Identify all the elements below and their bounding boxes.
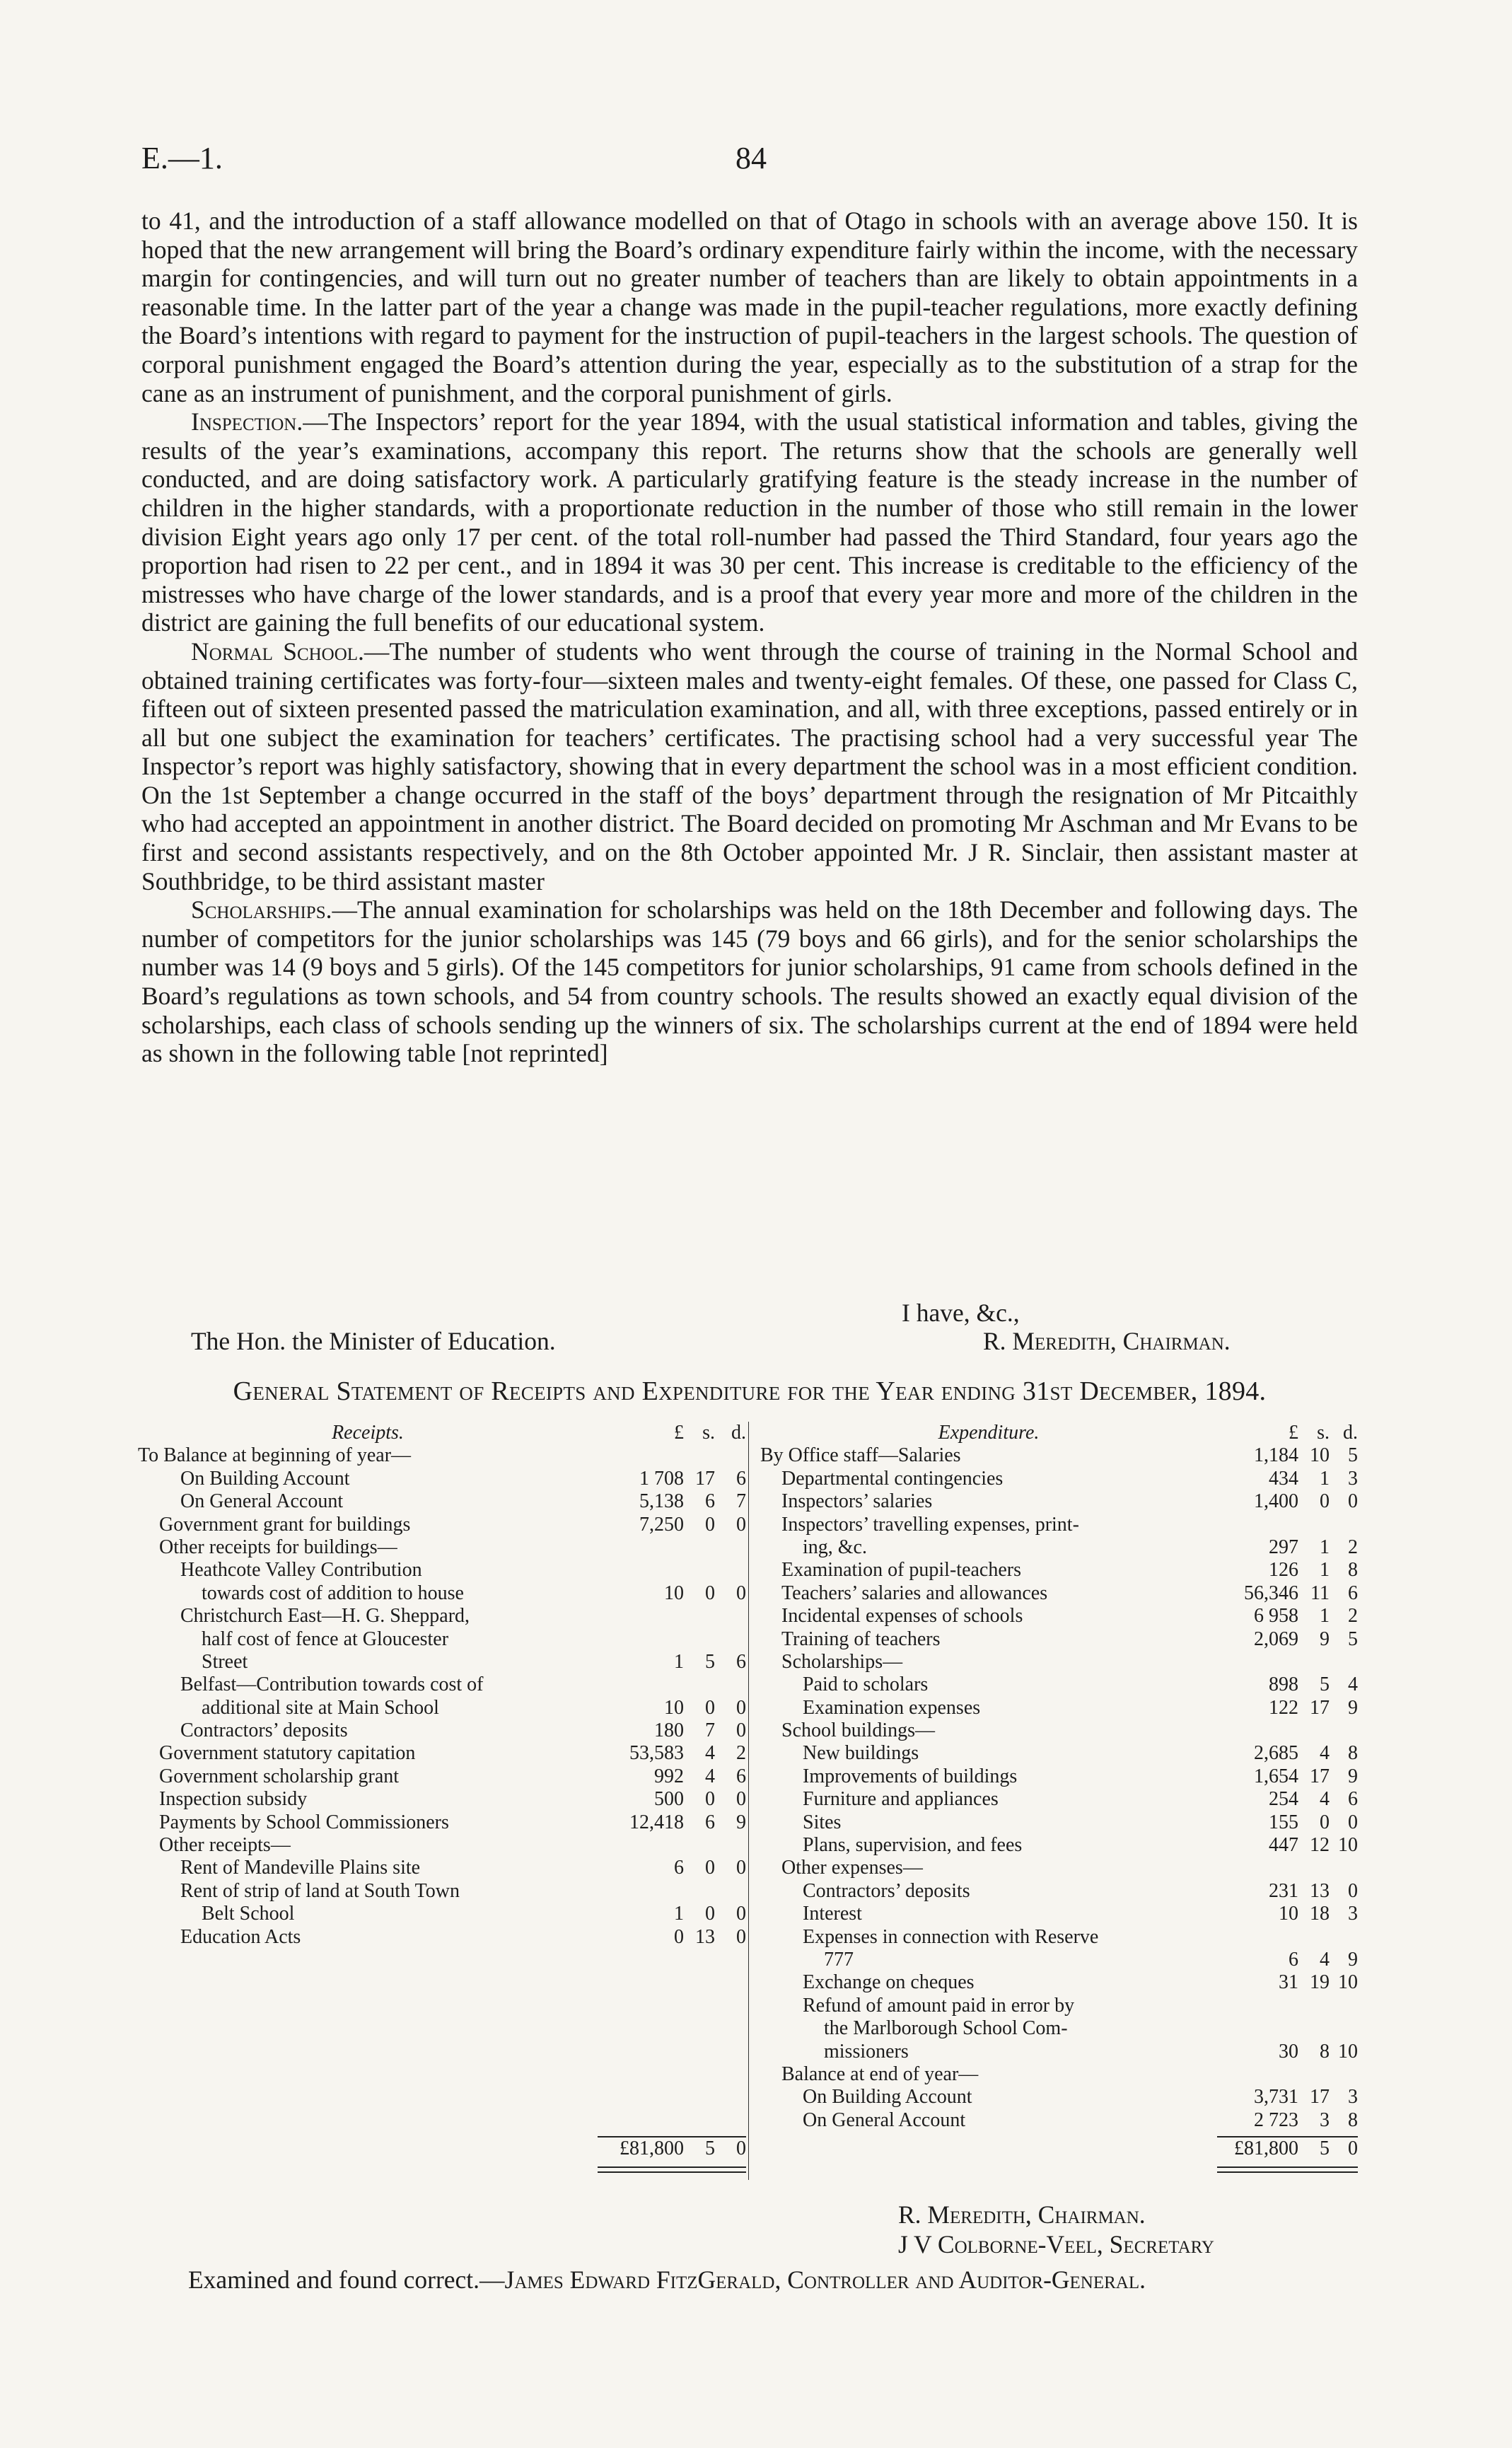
receipt-row <box>138 1514 746 1536</box>
auditor-signature: James Edward FitzGerald, Controller and Auditor-General. <box>504 2266 1146 2294</box>
expenditure-row <box>760 2063 1358 2086</box>
normal-school-heading: Normal School. <box>191 637 364 666</box>
addressee: The Hon. the Minister of Education. <box>191 1327 556 1355</box>
expenditure-rows <box>760 1444 1358 2132</box>
expenditure-pounds: 898 <box>1269 1673 1298 1696</box>
receipt-row <box>138 1788 746 1811</box>
receipt-shillings: 0 <box>705 1903 715 1925</box>
receipt-pence: 0 <box>736 1719 746 1742</box>
receipt-description: Government grant for buildings <box>159 1513 411 1536</box>
expenditure-row <box>760 1490 1358 1513</box>
expenditure-pounds: 1,400 <box>1254 1490 1298 1513</box>
expenditure-shillings: 11 <box>1310 1582 1330 1604</box>
expenditure-shillings: 4 <box>1320 1948 1330 1971</box>
expenditure-pence: 2 <box>1348 1536 1358 1558</box>
receipt-row <box>138 1582 746 1605</box>
receipt-pence: 0 <box>736 1696 746 1719</box>
expenditure-pence: 9 <box>1348 1765 1358 1787</box>
expenditure-pence: 5 <box>1348 1628 1358 1650</box>
expenditure-description: Inspectors’ travelling expenses, print- <box>781 1513 1079 1536</box>
expenditure-shillings: 8 <box>1320 2040 1330 2063</box>
expenditure-row <box>760 1995 1358 2017</box>
expenditure-row <box>760 1536 1358 1559</box>
receipts-rows <box>138 1444 746 2132</box>
expenditure-row <box>760 2017 1358 2040</box>
expenditure-heading: Expenditure. <box>938 1422 1040 1444</box>
receipt-row <box>138 1559 746 1582</box>
expenditure-row <box>760 1903 1358 1925</box>
expenditure-row <box>760 1559 1358 1582</box>
expenditure-description: 777 <box>824 1948 854 1971</box>
receipt-description: Payments by School Commissioners <box>159 1811 449 1833</box>
expenditure-description: Other expenses— <box>781 1857 923 1879</box>
expenditure-pounds: 155 <box>1269 1811 1298 1833</box>
receipts-total-row <box>138 2136 746 2159</box>
expenditure-pounds: 122 <box>1269 1696 1298 1719</box>
receipt-row <box>138 1903 746 1925</box>
receipts-header-row <box>138 1422 746 1444</box>
receipt-shillings: 0 <box>705 1857 715 1879</box>
expenditure-description: Teachers’ salaries and allowances <box>781 1582 1048 1604</box>
expenditure-shillings: 17 <box>1310 2086 1330 2108</box>
expenditure-header-row <box>760 1422 1358 1444</box>
normal-school-paragraph <box>141 637 1358 895</box>
receipt-shillings: 7 <box>705 1719 715 1742</box>
receipt-row <box>138 1628 746 1651</box>
auditor-line <box>188 2265 1146 2295</box>
expenditure-pounds: 56,346 <box>1244 1582 1298 1604</box>
expenditure-shillings: 9 <box>1320 1628 1330 1650</box>
page-reference: E.—1. <box>141 141 223 175</box>
receipt-pounds: 53,583 <box>629 1742 684 1765</box>
receipt-pence: 0 <box>736 1788 746 1811</box>
secretary-signature: J V Colborne-Veel, Secretary <box>898 2230 1214 2258</box>
expenditure-total-row <box>760 2136 1358 2159</box>
expenditure-description: missioners <box>824 2040 909 2063</box>
receipt-description: To Balance at beginning of year— <box>138 1444 412 1467</box>
receipt-pounds: 5,138 <box>639 1490 684 1513</box>
expenditure-pence: 10 <box>1338 2040 1358 2063</box>
expenditure-description: Examination expenses <box>803 1696 981 1719</box>
receipt-description: Education Acts <box>180 1925 301 1948</box>
expenditure-row <box>760 1971 1358 1994</box>
receipts-total-pounds: £81,800 <box>620 2137 684 2160</box>
expenditure-pounds: 30 <box>1279 2040 1298 2063</box>
receipt-description: additional site at Main School <box>202 1696 439 1719</box>
expenditure-description: Sites <box>803 1811 842 1833</box>
expenditure-pence: 0 <box>1348 1879 1358 1902</box>
expenditure-description: Interest <box>803 1903 862 1925</box>
expenditure-row <box>760 1765 1358 1788</box>
expenditure-description: New buildings <box>803 1742 919 1765</box>
expenditure-double-rule <box>1217 2166 1358 2173</box>
receipt-pounds: 500 <box>654 1788 684 1811</box>
expenditure-shillings: 19 <box>1310 1971 1330 1994</box>
receipt-row <box>138 1857 746 1879</box>
receipt-row <box>138 1536 746 1559</box>
pence-header: d. <box>1343 1422 1358 1444</box>
receipt-shillings: 6 <box>705 1811 715 1833</box>
expenditure-pounds: 6 <box>1289 1948 1298 1971</box>
expenditure-pence: 9 <box>1348 1948 1358 1971</box>
expenditure-description: On Building Account <box>803 2086 972 2108</box>
expenditure-row <box>760 1628 1358 1651</box>
expenditure-shillings: 1 <box>1320 1559 1330 1582</box>
receipt-pence: 0 <box>736 1903 746 1925</box>
expenditure-row <box>760 1926 1358 1949</box>
scholarships-paragraph <box>141 895 1358 1068</box>
expenditure-row <box>760 1514 1358 1536</box>
receipt-description: Rent of strip of land at South Town <box>180 1879 460 1902</box>
expenditure-pounds: 6 958 <box>1254 1605 1298 1628</box>
receipt-description: towards cost of addition to house <box>202 1582 464 1604</box>
examined-prefix: Examined and found correct.— <box>188 2266 505 2294</box>
expenditure-shillings: 5 <box>1320 1673 1330 1696</box>
expenditure-shillings: 17 <box>1310 1696 1330 1719</box>
receipt-description: Belt School <box>202 1903 295 1925</box>
receipt-pounds: 12,418 <box>629 1811 684 1833</box>
expenditure-pounds: 31 <box>1279 1971 1298 1994</box>
receipt-shillings: 0 <box>705 1696 715 1719</box>
receipt-pounds: 7,250 <box>639 1513 684 1536</box>
receipt-row <box>138 1765 746 1788</box>
expenditure-row <box>760 1673 1358 1696</box>
receipt-description: Contractors’ deposits <box>180 1719 348 1742</box>
receipt-row <box>138 1697 746 1719</box>
pounds-header: £ <box>674 1422 684 1444</box>
expenditure-description: Plans, supervision, and fees <box>803 1834 1023 1857</box>
expenditure-pence: 8 <box>1348 1742 1358 1765</box>
expenditure-row <box>760 1788 1358 1811</box>
receipt-shillings: 6 <box>705 1490 715 1513</box>
expenditure-description: ing, &c. <box>803 1536 867 1558</box>
receipt-row <box>138 1834 746 1857</box>
expenditure-description: Scholarships— <box>781 1650 903 1673</box>
expenditure-column <box>760 1422 1358 2159</box>
receipt-shillings: 5 <box>705 1650 715 1673</box>
expenditure-row <box>760 1742 1358 1765</box>
expenditure-row <box>760 2109 1358 2132</box>
expenditure-total-pounds: £81,800 <box>1234 2137 1298 2160</box>
receipt-pounds: 0 <box>674 1925 684 1948</box>
expenditure-shillings: 12 <box>1310 1834 1330 1857</box>
expenditure-row <box>760 1834 1358 1857</box>
expenditure-description: Furniture and appliances <box>803 1788 999 1811</box>
receipt-pounds: 1 <box>674 1650 684 1673</box>
expenditure-description: Expenses in connection with Reserve <box>803 1925 1099 1948</box>
receipt-description: On Building Account <box>180 1467 350 1490</box>
expenditure-pence: 10 <box>1338 1834 1358 1857</box>
expenditure-pence: 6 <box>1348 1788 1358 1811</box>
receipt-pence: 0 <box>736 1925 746 1948</box>
receipts-double-rule <box>598 2166 746 2173</box>
expenditure-pence: 0 <box>1348 1490 1358 1513</box>
receipt-pence: 9 <box>736 1811 746 1833</box>
receipts-column <box>138 1422 746 2159</box>
expenditure-pence: 6 <box>1348 1582 1358 1604</box>
expenditure-pence: 3 <box>1348 1467 1358 1490</box>
expenditure-row <box>760 1949 1358 1971</box>
expenditure-pence: 10 <box>1338 1971 1358 1994</box>
opening-paragraph: to 41, and the introduction of a staff allowance modelled on that of Otago in schools with an average above 150. It is hoped that the new arrangement will bring the Board’s ordinary expenditure fairly within the income, with the necessary margin for contingencies, and will turn out no greater number of teachers than are likely to obtain appointments in a reasonable time. In the latter part of the year a change was made in the pupil-teacher regulations, more exactly defining the Board’s intentions with regard to payment for the instruction of pupil-teachers in the largest schools. The question of corporal punishment engaged the Board’s attention during the year, especially as to the substitution of a strap for the cane as an instrument of punishment, and the corporal punishment of girls. <box>141 207 1358 407</box>
expenditure-row <box>760 2086 1358 2108</box>
receipt-row <box>138 1468 746 1490</box>
receipt-shillings: 13 <box>695 1925 715 1948</box>
expenditure-pounds: 2,685 <box>1254 1742 1298 1765</box>
pence-header: d. <box>731 1422 746 1444</box>
page-number: 84 <box>735 141 767 175</box>
receipt-row <box>138 1719 746 1742</box>
expenditure-shillings: 17 <box>1310 1765 1330 1787</box>
normal-school-text: —The number of students who went through the course of training in the Normal School and obtained training certificates was forty-four—sixteen males and twenty-eight females. Of these, one passed for Class C, fifteen out of sixteen presented passed the matriculation examination, and all, with three exceptions, passed entirely or in all but one subject the examination for teachers’ certificates. The practising school had a very successful year The Inspector’s report was highly satisfactory, showing that in every department the school was in a most efficient condition. On the 1st September a change occurred in the staff of the boys’ department through the resignation of Mr Pitcaithly who had accepted an appointment in another district. The Board decided on promoting Mr Aschman and Mr Evans to be first and second assistants respectively, and on the 8th October appointed Mr. J R. Sinclair, then assistant master at Southbridge, to be third assistant master <box>141 637 1358 895</box>
expenditure-row <box>760 2041 1358 2063</box>
receipt-row <box>138 1742 746 1765</box>
receipt-shillings: 0 <box>705 1513 715 1536</box>
expenditure-pounds: 1,184 <box>1254 1444 1298 1467</box>
receipt-pounds: 1 708 <box>639 1467 684 1490</box>
expenditure-description: Contractors’ deposits <box>803 1879 970 1902</box>
receipt-description: Heathcote Valley Contribution <box>180 1559 422 1582</box>
receipt-description: half cost of fence at Gloucester <box>202 1628 449 1650</box>
expenditure-description: Balance at end of year— <box>781 2063 979 2085</box>
expenditure-pounds: 231 <box>1269 1879 1298 1902</box>
receipt-pence: 2 <box>736 1742 746 1765</box>
shillings-header: s. <box>702 1422 715 1444</box>
receipt-row <box>138 1490 746 1513</box>
receipt-pence: 0 <box>736 1857 746 1879</box>
expenditure-pounds: 3,731 <box>1254 2086 1298 2108</box>
statement-title: General Statement of Receipts and Expenditure for the Year ending 31st December, 1894. <box>233 1376 1267 1406</box>
expenditure-total-pence: 0 <box>1348 2137 1358 2160</box>
receipt-description: Other receipts— <box>159 1834 291 1857</box>
expenditure-shillings: 4 <box>1320 1788 1330 1811</box>
report-body <box>141 207 1358 1068</box>
receipt-pence: 0 <box>736 1513 746 1536</box>
expenditure-pounds: 10 <box>1279 1903 1298 1925</box>
expenditure-pounds: 1,654 <box>1254 1765 1298 1787</box>
receipt-row <box>138 1811 746 1834</box>
receipt-description: Government scholarship grant <box>159 1765 400 1787</box>
receipt-pounds: 180 <box>654 1719 684 1742</box>
expenditure-shillings: 0 <box>1320 1490 1330 1513</box>
expenditure-description: Paid to scholars <box>803 1673 929 1696</box>
closing-line: I have, &c., <box>902 1299 1020 1327</box>
expenditure-row <box>760 1719 1358 1742</box>
expenditure-row <box>760 1605 1358 1628</box>
inspection-text: —The Inspectors’ report for the year 1894, with the usual statistical information and tables, giving the results of the year’s examinations, accompany this report. The returns show that the schools are generally well conducted, and are doing satisfactory work. A particularly gratifying feature is the steady increase in the number of children in the higher standards, with a proportionate reduction in the number of those who still remain in the lower division Eight years ago only 17 per cent. of the total roll-number had passed the Third Standard, four years ago the proportion had risen to 22 per cent., and in 1894 it was 30 per cent. This increase is creditable to the efficiency of the mistresses who have charge of the lower standards, and is a proof that every year more and more of the children in the district are gaining the full benefits of our educational system. <box>141 407 1358 637</box>
receipts-total-shillings: 5 <box>705 2137 715 2160</box>
expenditure-pounds: 254 <box>1269 1788 1298 1811</box>
expenditure-description: Examination of pupil-teachers <box>781 1559 1021 1582</box>
expenditure-row <box>760 1857 1358 1879</box>
expenditure-row <box>760 1582 1358 1605</box>
expenditure-description: Incidental expenses of schools <box>781 1605 1023 1628</box>
expenditure-pence: 9 <box>1348 1696 1358 1719</box>
expenditure-description: Exchange on cheques <box>803 1971 975 1994</box>
expenditure-description: the Marlborough School Com- <box>824 2017 1068 2040</box>
scholarships-heading: Scholarships. <box>191 895 332 924</box>
receipt-row <box>138 1880 746 1903</box>
expenditure-description: On General Account <box>803 2108 966 2131</box>
receipt-pence: 7 <box>736 1490 746 1513</box>
expenditure-description: Improvements of buildings <box>803 1765 1018 1787</box>
expenditure-pounds: 2,069 <box>1254 1628 1298 1650</box>
column-divider <box>748 1422 749 2180</box>
expenditure-pence: 3 <box>1348 2086 1358 2108</box>
inspection-heading: Inspection. <box>191 407 303 436</box>
signer: R. Meredith, Chairman. <box>983 1327 1231 1355</box>
expenditure-pounds: 447 <box>1269 1834 1298 1857</box>
receipt-shillings: 0 <box>705 1788 715 1811</box>
expenditure-pence: 8 <box>1348 1559 1358 1582</box>
receipt-pounds: 10 <box>664 1696 684 1719</box>
receipt-pounds: 1 <box>674 1903 684 1925</box>
expenditure-row <box>760 1468 1358 1490</box>
expenditure-description: By Office staff—Salaries <box>760 1444 961 1467</box>
expenditure-shillings: 1 <box>1320 1536 1330 1558</box>
expenditure-row <box>760 1697 1358 1719</box>
receipt-row <box>138 1605 746 1628</box>
expenditure-description: Refund of amount paid in error by <box>803 1994 1075 2017</box>
receipt-row <box>138 1444 746 1467</box>
expenditure-shillings: 10 <box>1310 1444 1330 1467</box>
expenditure-description: Inspectors’ salaries <box>781 1490 933 1513</box>
expenditure-pence: 4 <box>1348 1673 1358 1696</box>
inspection-paragraph <box>141 407 1358 637</box>
expenditure-description: School buildings— <box>781 1719 936 1742</box>
expenditure-pence: 2 <box>1348 1605 1358 1628</box>
scholarships-text: —The annual examination for scholarships was held on the 18th December and following days. The number of competitors for the junior scholarships was 145 (79 boys and 66 girls), and for the senior scholarships the number was 14 (9 boys and 5 girls). Of the 145 competitors for junior scholarships, 91 came from schools defined in the Board’s regulations as town schools, and 54 from country schools. The results showed an exactly equal division of the scholarships, each class of schools sending up the winners of six. The scholarships current at the end of 1894 were held as shown in the following table [not reprinted] <box>141 895 1358 1068</box>
receipt-description: Government statutory capitation <box>159 1742 416 1765</box>
receipt-description: On General Account <box>180 1490 344 1513</box>
expenditure-shillings: 1 <box>1320 1467 1330 1490</box>
receipts-heading: Receipts. <box>332 1422 404 1444</box>
receipt-description: Rent of Mandeville Plains site <box>180 1857 421 1879</box>
expenditure-description: Training of teachers <box>781 1628 941 1650</box>
expenditure-row <box>760 1880 1358 1903</box>
receipt-shillings: 4 <box>705 1742 715 1765</box>
receipt-row <box>138 1651 746 1673</box>
receipt-pence: 6 <box>736 1765 746 1787</box>
expenditure-shillings: 3 <box>1320 2108 1330 2131</box>
expenditure-pounds: 126 <box>1269 1559 1298 1582</box>
expenditure-shillings: 4 <box>1320 1742 1330 1765</box>
expenditure-shillings: 13 <box>1310 1879 1330 1902</box>
expenditure-row <box>760 1651 1358 1673</box>
receipt-row <box>138 1673 746 1696</box>
receipt-pence: 6 <box>736 1650 746 1673</box>
expenditure-row <box>760 1444 1358 1467</box>
expenditure-pounds: 2 723 <box>1254 2108 1298 2131</box>
expenditure-shillings: 18 <box>1310 1903 1330 1925</box>
expenditure-description: Departmental contingencies <box>781 1467 1004 1490</box>
expenditure-pence: 3 <box>1348 1903 1358 1925</box>
pounds-header: £ <box>1289 1422 1298 1444</box>
receipt-shillings: 0 <box>705 1582 715 1604</box>
receipt-description: Belfast—Contribution towards cost of <box>180 1673 484 1696</box>
receipt-shillings: 4 <box>705 1765 715 1787</box>
chairman-signature: R. Meredith, Chairman. <box>898 2200 1146 2229</box>
receipts-total-pence: 0 <box>736 2137 746 2160</box>
expenditure-pence: 5 <box>1348 1444 1358 1467</box>
receipt-shillings: 17 <box>695 1467 715 1490</box>
receipt-row <box>138 1926 746 1949</box>
shillings-header: s. <box>1317 1422 1330 1444</box>
receipt-description: Street <box>202 1650 248 1673</box>
receipt-description: Christchurch East—H. G. Sheppard, <box>180 1605 470 1628</box>
receipt-pence: 6 <box>736 1467 746 1490</box>
expenditure-pence: 0 <box>1348 1811 1358 1833</box>
receipt-description: Inspection subsidy <box>159 1788 308 1811</box>
expenditure-total-shillings: 5 <box>1320 2137 1330 2160</box>
expenditure-pounds: 434 <box>1269 1467 1298 1490</box>
receipt-pence: 0 <box>736 1582 746 1604</box>
expenditure-pence: 8 <box>1348 2108 1358 2131</box>
expenditure-pounds: 297 <box>1269 1536 1298 1558</box>
receipt-pounds: 6 <box>674 1857 684 1879</box>
expenditure-shillings: 1 <box>1320 1605 1330 1628</box>
expenditure-row <box>760 1811 1358 1834</box>
receipt-pounds: 10 <box>664 1582 684 1604</box>
receipt-pounds: 992 <box>654 1765 684 1787</box>
receipt-description: Other receipts for buildings— <box>159 1536 397 1558</box>
expenditure-shillings: 0 <box>1320 1811 1330 1833</box>
